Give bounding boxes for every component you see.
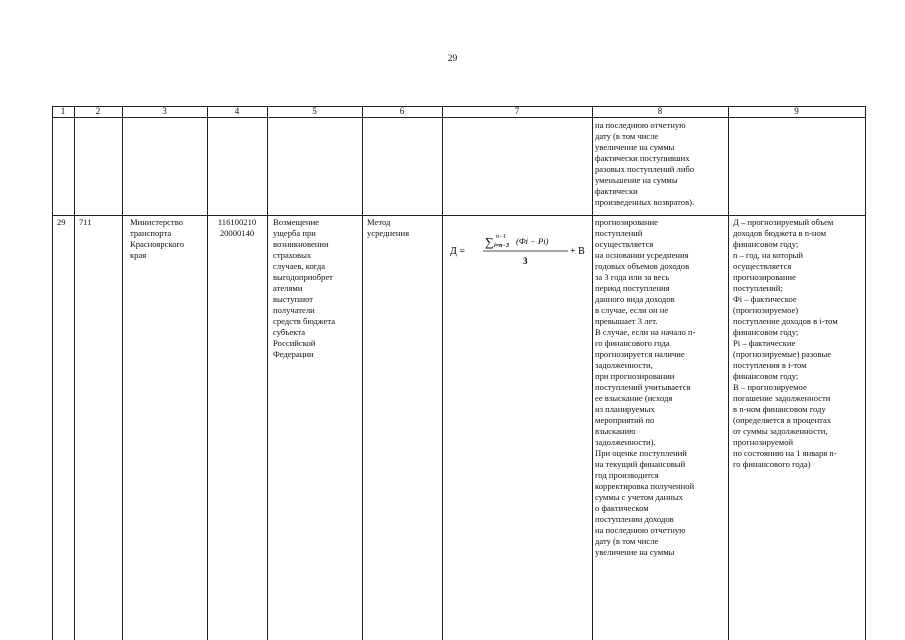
formula-sum-upper: n−1	[496, 234, 507, 240]
budget-classification-code: 116100210 20000140	[217, 217, 257, 238]
formula-sum-sign: ∑	[485, 235, 494, 249]
page-number: 29	[447, 54, 458, 64]
forecast-method: Метод усреднения	[367, 217, 410, 238]
formula-rhs: + B	[570, 246, 585, 257]
revenue-forecast-table	[52, 106, 866, 640]
admin-code: 711	[79, 217, 92, 227]
header-col-7: 7	[514, 106, 520, 116]
forecast-algorithm-description: прогнозирование поступлений осуществляется на основании усреднения годовых объемов доходов за 3 года или за весь период поступления данного вида доходов в случае, если он не превышает 3 лет. В случае, если на начало п- го финансового года прогнозируется наличие задолженности, при прогнозировании поступлений учитывается ее взыскание (исходя из планируемых мероприятий по взысканию задолженности). При оценке поступлений на текущий финансовый год производится корректировка полученной суммы с учетом данных о фактическом поступлении доходов на последнюю отчетную дату (в том числе увеличение на суммы	[595, 217, 696, 557]
forecast-formula	[450, 233, 588, 269]
revenue-description: Возмещение ущерба при возникновении страховых случаев, когда выгодоприобрет ателями выступают получатели средств бюджета субъекта Российской Федерации	[273, 217, 336, 359]
header-col-4: 4	[234, 106, 240, 116]
header-col-5: 5	[312, 106, 317, 116]
formula-denominator: 3	[523, 256, 528, 266]
carryover-col8-text: на последнюю отчетную дату (в том числе увеличение на суммы фактически поступивших разовых поступлений либо уменьшение на суммы фактически произведенных возвратов).	[595, 120, 695, 207]
header-col-3: 3	[162, 106, 167, 116]
formula-sum-lower: i=n−3	[494, 243, 510, 249]
header-col-2: 2	[95, 106, 101, 116]
ministry-name: Министерство транспорта Красноярского края	[130, 217, 185, 260]
header-col-1: 1	[60, 106, 66, 116]
formula-numerator: (Фi − Pi)	[516, 236, 549, 246]
header-col-6: 6	[399, 106, 405, 116]
row-number: 29	[57, 217, 66, 227]
formula-lhs: Д =	[450, 246, 465, 257]
header-col-8: 8	[657, 106, 663, 116]
header-col-9: 9	[794, 106, 799, 116]
formula-variables-legend: Д – прогнозируемый объем доходов бюджета в n-ном финансовом году; n – год, на который осуществляется прогнозирование поступлений; Фi – фактическое (прогнозируемое) поступление доходов в i-том финансовом году; Pi – фактические (прогнозируемые) разовые поступления в i-том финансовом году; B – прогнозируемое погашение задолженности в n-ном финансовом году (определяется в процентах от суммы задолженности, прогнозируемой по состоянию на 1 января n- го финансового года)	[733, 217, 838, 469]
